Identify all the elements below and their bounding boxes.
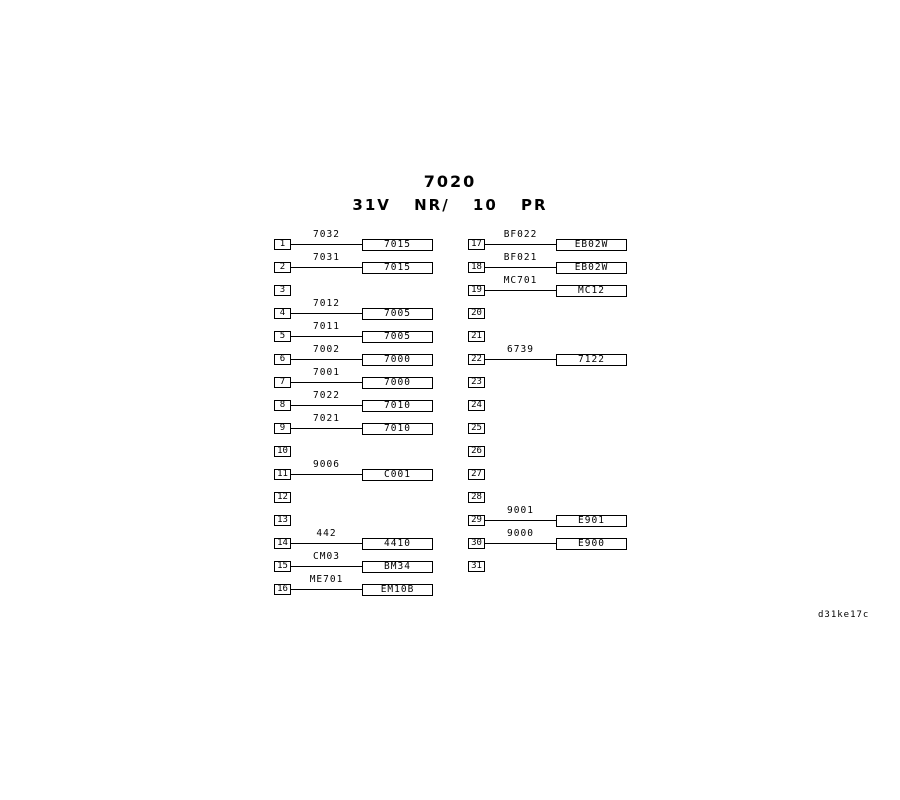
pin-row [468,400,628,412]
pin-row [274,446,434,458]
pin-row [468,252,628,274]
pin-row [468,469,628,481]
pin-number: 27 [468,469,485,480]
pin-row [274,344,434,366]
pin-row [274,528,434,550]
pin-number: 29 [468,515,485,526]
wire-label: 7022 [313,390,340,401]
wire-label: 9001 [507,505,534,516]
pin-number: 16 [274,584,291,595]
pin-number: 15 [274,561,291,572]
wire-label: 442 [316,528,337,539]
pin-number: 14 [274,538,291,549]
connection-line [291,543,362,544]
connection-line [291,336,362,337]
wire-label: ME701 [309,574,344,585]
wire-label: 7002 [313,344,340,355]
pin-row [274,285,434,297]
pin-number: 19 [468,285,485,296]
pin-number: 12 [274,492,291,503]
pin-number: 23 [468,377,485,388]
connection-line [291,244,362,245]
connection-line [291,474,362,475]
wire-label: CM03 [313,551,340,562]
pin-number: 1 [274,239,291,250]
destination-box: E900 [556,538,627,550]
destination-box: 4410 [362,538,433,550]
pin-number: 10 [274,446,291,457]
pin-number: 24 [468,400,485,411]
pin-row [468,275,628,297]
connection-line [291,428,362,429]
connection-line [485,520,556,521]
connection-line [485,244,556,245]
pin-row [468,561,628,573]
wire-label: BF021 [503,252,538,263]
destination-box: 7015 [362,262,433,274]
wire-label: 7031 [313,252,340,263]
pin-number: 9 [274,423,291,434]
destination-box: EM10B [362,584,433,596]
pin-row [274,390,434,412]
pin-number: 8 [274,400,291,411]
connection-line [291,267,362,268]
pin-number: 13 [274,515,291,526]
pin-number: 30 [468,538,485,549]
connection-line [485,290,556,291]
pin-row [468,331,628,343]
pin-number: 2 [274,262,291,273]
pin-number: 31 [468,561,485,572]
pin-number: 3 [274,285,291,296]
wire-label: 7011 [313,321,340,332]
pin-row [274,574,434,596]
connection-line [291,382,362,383]
destination-box: 7000 [362,377,433,389]
pin-number: 7 [274,377,291,388]
pin-row [274,298,434,320]
wire-label: 7032 [313,229,340,240]
connection-line [291,589,362,590]
destination-box: 7122 [556,354,627,366]
pin-row [274,367,434,389]
pin-number: 20 [468,308,485,319]
diagram-title: 7020 [423,172,477,191]
diagram-subtitle: 31V NR/ 10 PR [352,196,548,214]
pin-row [468,229,628,251]
destination-box: E901 [556,515,627,527]
wire-label: 6739 [507,344,534,355]
pin-number: 26 [468,446,485,457]
pin-row [468,377,628,389]
destination-box: 7005 [362,331,433,343]
wire-label: 7012 [313,298,340,309]
connection-line [291,405,362,406]
destination-box: MC12 [556,285,627,297]
pin-row [274,459,434,481]
wire-label: 7001 [313,367,340,378]
pin-row [274,551,434,573]
pin-row [468,344,628,366]
connection-line [291,359,362,360]
pin-number: 6 [274,354,291,365]
wire-label: 9006 [313,459,340,470]
pin-row [274,515,434,527]
pin-row [468,528,628,550]
pin-row [274,321,434,343]
pin-number: 5 [274,331,291,342]
pin-row [468,423,628,435]
pin-number: 18 [468,262,485,273]
pin-number: 28 [468,492,485,503]
destination-box: 7010 [362,400,433,412]
pin-number: 11 [274,469,291,480]
destination-box: 7010 [362,423,433,435]
drawing-code: d31ke17c [818,610,870,620]
pin-number: 17 [468,239,485,250]
pin-row [468,505,628,527]
wire-label: MC701 [503,275,538,286]
destination-box: EB02W [556,262,627,274]
destination-box: 7000 [362,354,433,366]
pin-row [274,492,434,504]
pin-row [274,252,434,274]
pin-number: 21 [468,331,485,342]
wire-label: BF022 [503,229,538,240]
destination-box: 7015 [362,239,433,251]
connection-line [485,543,556,544]
destination-box: BM34 [362,561,433,573]
wire-label: 7021 [313,413,340,424]
pin-row [468,446,628,458]
connection-line [485,359,556,360]
pin-row [468,308,628,320]
pin-number: 22 [468,354,485,365]
pin-row [468,492,628,504]
connection-line [291,313,362,314]
pin-row [274,229,434,251]
pin-row [274,413,434,435]
destination-box: 7005 [362,308,433,320]
destination-box: EB02W [556,239,627,251]
pin-number: 25 [468,423,485,434]
pin-number: 4 [274,308,291,319]
wire-label: 9000 [507,528,534,539]
destination-box: C001 [362,469,433,481]
connection-line [485,267,556,268]
connection-line [291,566,362,567]
